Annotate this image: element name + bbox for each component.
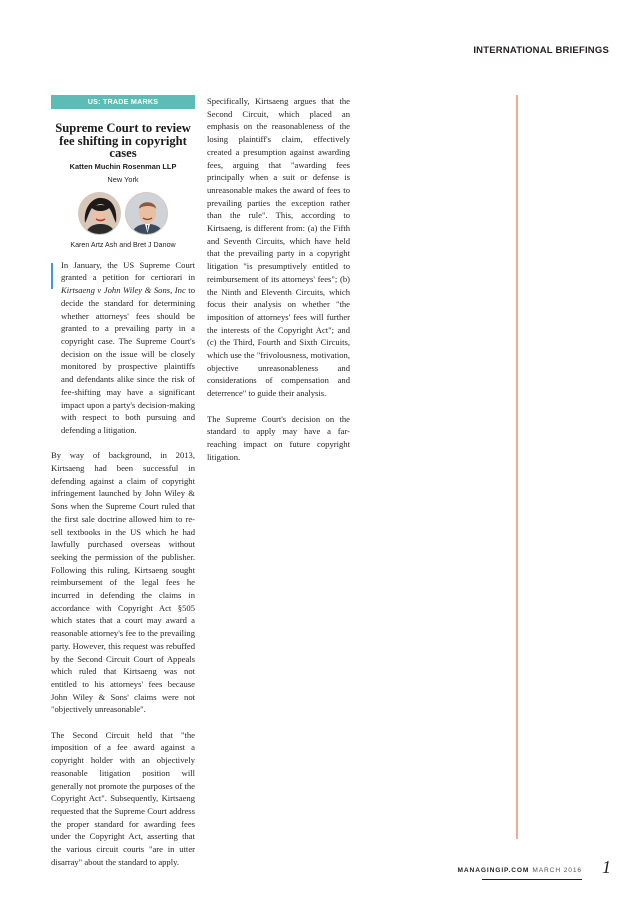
paragraph-3: The Second Circuit held that "the imposition of a fee award against a copyright holder with an objectively reasonable litigation position will generally not promote the purposes of the Copyright Act". Subsequently, Kirtsaeng requested that the Supreme Court address the proper standard for awarding fees under the Copyright Act, asserting that the various circuit courts "are in utter disarray" about the standard to apply.	[51, 729, 195, 867]
paragraph-5: The Supreme Court's decision on the standard to apply may have a far-reaching impact on future copyright litigation.	[207, 413, 350, 462]
author-photo-karen	[78, 192, 121, 235]
photo-caption: Karen Artz Ash and Bret J Danow	[70, 240, 176, 249]
middle-column	[207, 95, 350, 476]
section-header: INTERNATIONAL BRIEFINGS	[473, 45, 609, 56]
footer	[457, 867, 582, 874]
footer-rule	[482, 879, 582, 880]
article-body-right	[207, 95, 350, 463]
author-firm: Katten Muchin Rosenman LLP	[69, 161, 177, 171]
author-photos	[51, 192, 195, 235]
category-label: US: TRADE MARKS	[51, 95, 195, 109]
case-name: Kirtsaeng v John Wiley & Sons, Inc	[61, 285, 186, 296]
left-column	[51, 95, 195, 881]
footer-site: MANAGINGIP.COM	[457, 867, 530, 874]
paragraph-4: Specifically, Kirtsaeng argues that the Second Circuit, which placed an emphasis on the reasonableness of the losing plaintiff's claim, effectively created a presumption against awarding fees, arguing that "awarding fees principally when a suit or defense is unreasonable makes the award of fees to prevailing parties the exception rather than the rule". This, according to Kirtsaeng, is different from: (a) the Fifth and Seventh Circuits, which have held that the prevailing party in a copyright litigation "is presumptively entitled to reimbursement of its attorneys' fees"; (b) the Ninth and Eleventh Circuits, which focus their analysis on whether "the imposition of attorneys' fees will further the interests of the Copyright Act"; and (c) the Third, Fourth and Sixth Circuits, which use the "frivolousness, motivation, objective unreasonableness and considerations of compensation and deterrence" to guide their analysis.	[207, 96, 350, 399]
paragraph-1: In January, the US Supreme Court granted a petition for certiorari in Kirtsaeng v John Wiley & Sons, Inc to decide the standard for determining whether attorneys' fees should be granted to a prevailing party in a copyright case. The Supreme Court's decision on the issue will be closely monitored by prospective plaintiffs and defendants alike since the risk of fee-shifting may have a significant impact upon a party's decision-making with respect to both pursuing and defending a litigation.	[61, 259, 195, 435]
article-body-left	[51, 259, 195, 869]
author-photo-bret	[125, 192, 168, 235]
author-city: New York	[107, 174, 139, 184]
dropcap-rule	[51, 263, 53, 289]
man-portrait-icon	[126, 193, 168, 235]
paragraph-2: By way of background, in 2013, Kirtsaeng had been successful in defending against a claim of copyright infringement launched by John Wiley & Sons when the Supreme Court ruled that the first sale doctrine allowed him to re-sell textbooks in the US which he had lawfully purchased overseas without seeking the permission of the publisher. Following this ruling, Kirtsaeng sought reimbursement of the legal fees he incurred in defending the claims in accordance with Copyright Act §505 which states that a court may award a reasonable attorney's fee to the prevailing party. However, this request was rebuffed by the Second Circuit Court of Appeals which ruled that Kirtsaeng was not entitled to his attorneys' fees because John Wiley & Sons' claims were not "objectively unreasonable".	[51, 450, 195, 715]
column-divider-rule	[516, 95, 518, 839]
page-number: 1	[602, 857, 611, 877]
woman-portrait-icon	[79, 193, 121, 235]
article-title: Supreme Court to review fee shifting in copyright cases	[55, 121, 191, 161]
footer-date: MARCH 2016	[532, 867, 582, 874]
